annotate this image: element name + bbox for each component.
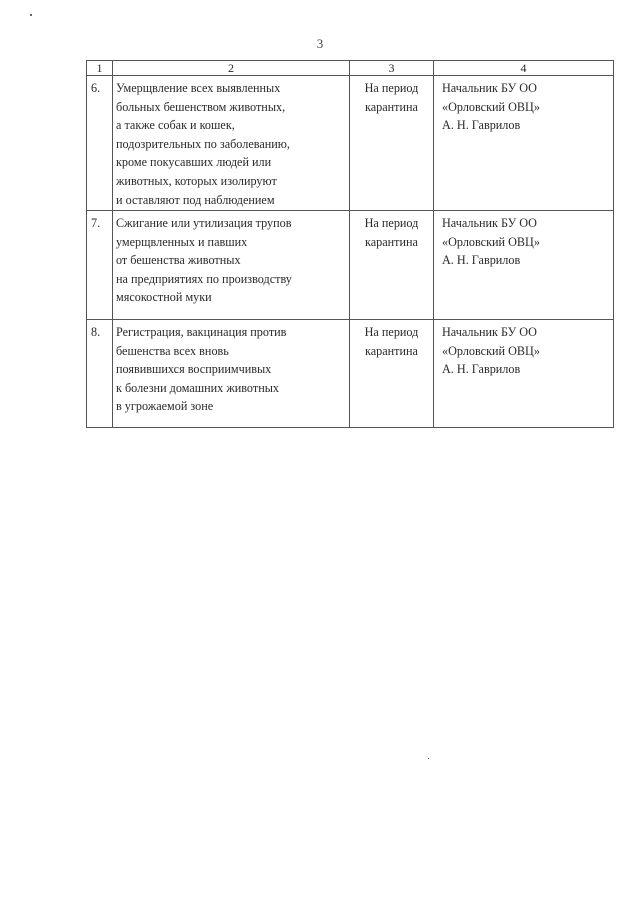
responsible-cell bbox=[434, 76, 614, 211]
table-header-row bbox=[87, 61, 614, 76]
action-line: от бешенства животных bbox=[116, 253, 241, 268]
column-header-number: 1 bbox=[87, 61, 113, 76]
table-row bbox=[87, 320, 614, 428]
action-line: на предприятиях по производству bbox=[116, 271, 292, 286]
action-line: кроме покусавших людей или bbox=[116, 155, 272, 170]
responsible-line: А. Н. Гаврилов bbox=[442, 253, 521, 268]
responsible-cell bbox=[434, 320, 614, 428]
action-line: мясокостной муки bbox=[116, 290, 212, 305]
action-line: а также собак и кошек, bbox=[116, 118, 235, 133]
action-cell bbox=[113, 211, 350, 320]
action-line: в угрожаемой зоне bbox=[116, 399, 214, 414]
column-header-period: 3 bbox=[350, 61, 434, 76]
row-number: 8. bbox=[87, 320, 113, 428]
action-line: умерщвленных и павших bbox=[116, 234, 248, 249]
responsible-line: Начальник БУ ОО bbox=[442, 216, 537, 230]
action-cell bbox=[113, 76, 350, 211]
scan-speck bbox=[30, 14, 32, 16]
action-line: бешенства всех вновь bbox=[116, 343, 229, 358]
action-line: Регистрация, вакцинация против bbox=[116, 325, 287, 339]
period-line: карантина bbox=[365, 343, 418, 358]
column-header-responsible: 4 bbox=[434, 61, 614, 76]
responsible-line: А. Н. Гаврилов bbox=[442, 118, 521, 133]
period-line: На период bbox=[364, 216, 419, 230]
scan-speck bbox=[428, 758, 429, 759]
period-line: карантина bbox=[365, 234, 418, 249]
responsible-line: А. Н. Гаврилов bbox=[442, 362, 521, 377]
action-line: Умерщвление всех выявленных bbox=[116, 81, 281, 95]
action-cell bbox=[113, 320, 350, 428]
responsible-line: Начальник БУ ОО bbox=[442, 325, 537, 339]
row-number: 6. bbox=[87, 76, 113, 211]
period-cell bbox=[350, 76, 434, 211]
page-number: 3 bbox=[316, 36, 324, 51]
responsible-line: «Орловский ОВЦ» bbox=[442, 343, 540, 358]
column-header-action: 2 bbox=[113, 61, 350, 76]
action-line: Сжигание или утилизация трупов bbox=[116, 216, 292, 230]
responsible-line: Начальник БУ ОО bbox=[442, 81, 537, 95]
period-line: На период bbox=[364, 325, 419, 339]
action-line: появившихся восприимчивых bbox=[116, 362, 272, 377]
table-row bbox=[87, 76, 614, 211]
row-number: 7. bbox=[87, 211, 113, 320]
action-line: подозрительных по заболеванию, bbox=[116, 136, 290, 151]
period-line: На период bbox=[364, 81, 419, 95]
table-row bbox=[87, 211, 614, 320]
period-line: карантина bbox=[365, 99, 418, 114]
action-line: и оставляют под наблюдением bbox=[116, 192, 275, 207]
period-cell bbox=[350, 211, 434, 320]
measures-table bbox=[86, 60, 614, 428]
responsible-cell bbox=[434, 211, 614, 320]
responsible-line: «Орловский ОВЦ» bbox=[442, 234, 540, 249]
responsible-line: «Орловский ОВЦ» bbox=[442, 99, 540, 114]
period-cell bbox=[350, 320, 434, 428]
action-line: больных бешенством животных, bbox=[116, 99, 286, 114]
action-line: животных, которых изолируют bbox=[116, 173, 277, 188]
action-line: к болезни домашних животных bbox=[116, 380, 279, 395]
